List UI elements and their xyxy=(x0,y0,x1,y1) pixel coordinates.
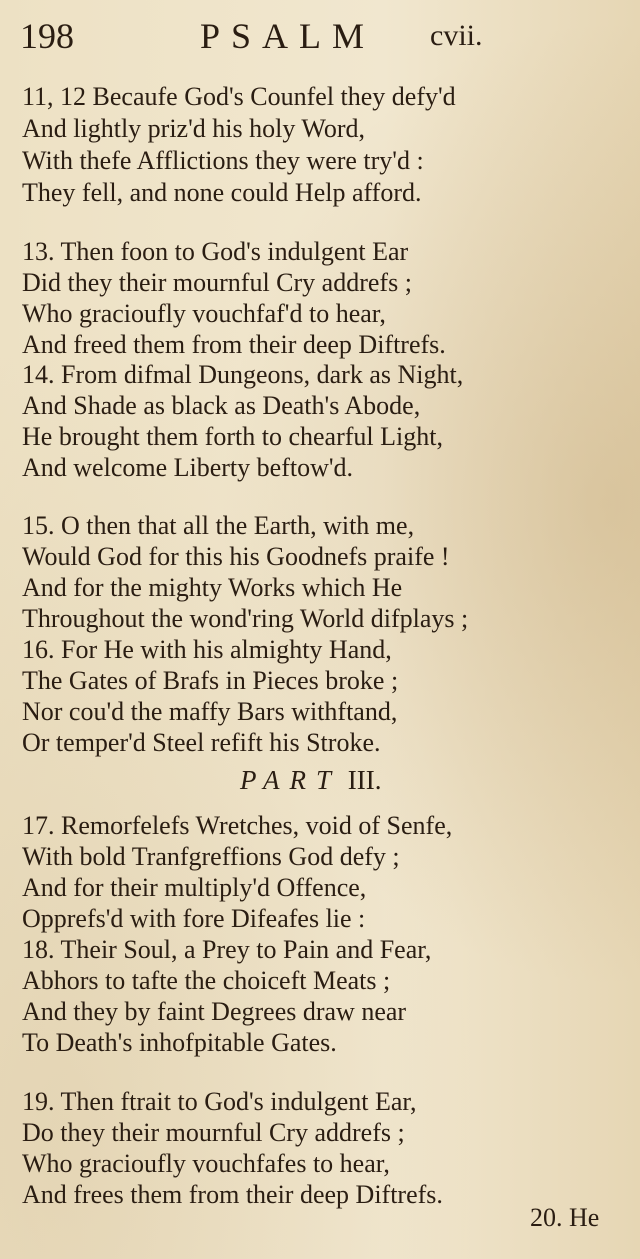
verse-line: 15. O then that all the Earth, with me, xyxy=(22,511,415,540)
verse-line: 18. Their Soul, a Prey to Pain and Fear, xyxy=(22,935,432,964)
verse-line: And lightly priz'd his holy Word, xyxy=(22,114,365,143)
verse-line: Did they their mournful Cry addrefs ; xyxy=(22,268,412,297)
verse-line: And Shade as black as Death's Abode, xyxy=(22,391,421,420)
verse-line: Throughout the wond'ring World difplays ; xyxy=(22,604,469,633)
verse-line: And for the mighty Works which He xyxy=(22,573,403,602)
verse-line: With thefe Afflictions they were try'd : xyxy=(22,146,424,175)
verse-line: He brought them forth to chearful Light, xyxy=(22,422,443,451)
page-number: 198 xyxy=(20,16,74,56)
verse-line: Opprefs'd with fore Difeafes lie : xyxy=(22,904,366,933)
verse-line: And for their multiply'd Offence, xyxy=(22,873,367,902)
verse-line: 13. Then foon to God's indulgent Ear xyxy=(22,237,409,266)
part-heading xyxy=(240,765,382,796)
chapter-number: cvii. xyxy=(430,19,483,52)
verse-line: 17. Remorfelefs Wretches, void of Senfe, xyxy=(22,811,453,840)
verse-line: 16. For He with his almighty Hand, xyxy=(22,635,392,664)
verse-line: With bold Tranfgreffions God defy ; xyxy=(22,842,400,871)
page-header xyxy=(20,14,620,58)
verse-line: Abhors to tafte the choiceft Meats ; xyxy=(22,966,391,995)
verse-line: Do they their mournful Cry addrefs ; xyxy=(22,1118,405,1147)
part-number: III. xyxy=(347,765,382,795)
verse-line: Or temper'd Steel refift his Stroke. xyxy=(22,728,381,757)
verse-line: And frees them from their deep Diftrefs. xyxy=(22,1180,443,1209)
verse-line: To Death's inhofpitable Gates. xyxy=(22,1028,337,1057)
verse-line: The Gates of Brafs in Pieces broke ; xyxy=(22,666,399,695)
verse-line: Who gracioufly vouchfafes to hear, xyxy=(22,1149,390,1178)
catchword: 20. He xyxy=(530,1203,600,1232)
verse-line: And they by faint Degrees draw near xyxy=(22,997,407,1026)
verse-line: 14. From difmal Dungeons, dark as Night, xyxy=(22,360,464,389)
verse-line: Would God for this his Goodnefs praife ! xyxy=(22,542,450,571)
part-word: PART xyxy=(240,765,342,795)
verse-line: And freed them from their deep Diftrefs. xyxy=(22,330,446,359)
verse-line: 19. Then ftrait to God's indulgent Ear, xyxy=(22,1087,417,1116)
verse-line: 11, 12 Becaufe God's Counfel they defy'd xyxy=(22,82,456,111)
verse-line: Who gracioufly vouchfaf'd to hear, xyxy=(22,299,386,328)
verse-line: And welcome Liberty beftow'd. xyxy=(22,453,354,482)
verse-line: They fell, and none could Help afford. xyxy=(22,178,422,207)
verse-line: Nor cou'd the maffy Bars withftand, xyxy=(22,697,398,726)
running-title: PSALM xyxy=(200,16,376,56)
